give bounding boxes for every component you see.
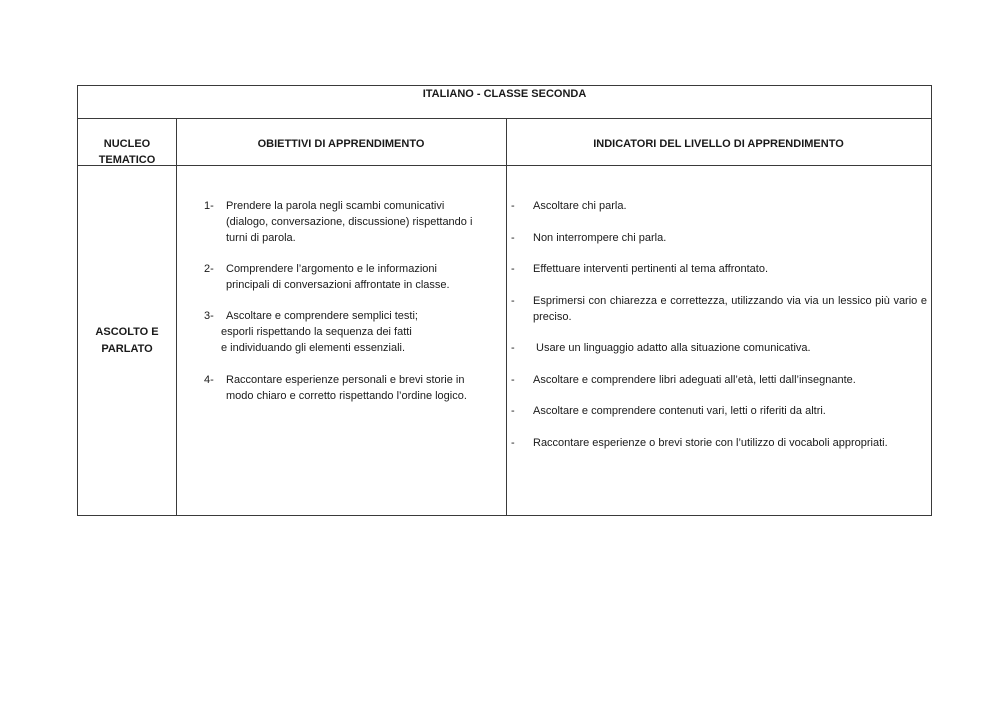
nucleo-ascolto-parlato (78, 324, 176, 358)
obiettivo-line: turni di parola. (226, 232, 296, 244)
obiettivo-line: (dialogo, conversazione, discussione) rispettando i (226, 216, 473, 228)
obiettivo-item (204, 308, 504, 356)
indicatore-text: Effettuare interventi pertinenti al tema affrontato. (533, 263, 769, 275)
obiettivo-text (226, 261, 504, 293)
obiettivo-number: 3- (204, 310, 214, 322)
indicatore-bullet: - (511, 263, 515, 275)
indicatore-bullet: - (511, 200, 515, 212)
obiettivo-line: Comprendere l’argomento e le informazioni (226, 263, 437, 275)
obiettivo-line: e individuando gli elementi essenziali. (221, 342, 406, 354)
obiettivo-line: Ascoltare e comprendere semplici testi; (226, 310, 418, 322)
obiettivo-text (226, 372, 504, 404)
obiettivo-number: 2- (204, 263, 214, 275)
indicatore-bullet: - (511, 295, 515, 307)
table-title-text: ITALIANO - CLASSE SECONDA (422, 88, 587, 100)
indicatore-text: Non interrompere chi parla. (533, 232, 667, 244)
curriculum-table (77, 85, 932, 516)
header-nucleo-line: NUCLEO (103, 138, 151, 150)
indicatore-text: Usare un linguaggio adatto alla situazione comunicativa. (536, 342, 811, 354)
header-nucleo-line: TEMATICO (98, 154, 156, 166)
obiettivo-item (204, 198, 504, 246)
obiettivo-number: 1- (204, 200, 214, 212)
indicatore-bullet: - (511, 374, 515, 386)
header-nucleo-tematico (78, 136, 176, 168)
header-divider (78, 165, 931, 166)
indicatore-bullet: - (511, 405, 515, 417)
indicatore-bullet: - (511, 437, 515, 449)
obiettivo-line: Raccontare esperienze personali e brevi storie in (226, 374, 465, 386)
header-obiettivi: OBIETTIVI DI APPRENDIMENTO (257, 138, 425, 150)
indicatore-text: Ascoltare e comprendere libri adeguati all’età, letti dall’insegnante. (533, 374, 856, 386)
obiettivo-line: esporli rispettando la sequenza dei fatti (221, 326, 412, 338)
obiettivo-item (204, 261, 504, 293)
obiettivo-text (226, 198, 504, 246)
indicatore-text: Esprimersi con chiarezza e correttezza, utilizzando via via un lessico più vario e preciso. (533, 295, 927, 323)
column-divider (506, 119, 507, 515)
indicatore-text: Ascoltare e comprendere contenuti vari, letti o riferiti da altri. (533, 405, 826, 417)
indicatore-bullet: - (511, 342, 515, 354)
obiettivo-line: principali di conversazioni affrontate in classe. (226, 279, 450, 291)
header-indicatori: INDICATORI DEL LIVELLO DI APPRENDIMENTO (593, 138, 844, 150)
column-divider (176, 119, 177, 515)
table-title (78, 86, 931, 119)
indicatore-text: Raccontare esperienze o brevi storie con l’utilizzo di vocaboli appropriati. (533, 437, 888, 449)
indicatore-bullet: - (511, 232, 515, 244)
nucleo-line: PARLATO (101, 343, 153, 355)
obiettivo-line: modo chiaro e corretto rispettando l’ordine logico. (226, 390, 467, 402)
obiettivo-number: 4- (204, 374, 214, 386)
obiettivo-line: Prendere la parola negli scambi comunicativi (226, 200, 445, 212)
obiettivo-item (204, 372, 504, 404)
obiettivo-text (221, 308, 504, 356)
indicatore-text: Ascoltare chi parla. (533, 200, 627, 212)
nucleo-line: ASCOLTO E (95, 326, 159, 338)
